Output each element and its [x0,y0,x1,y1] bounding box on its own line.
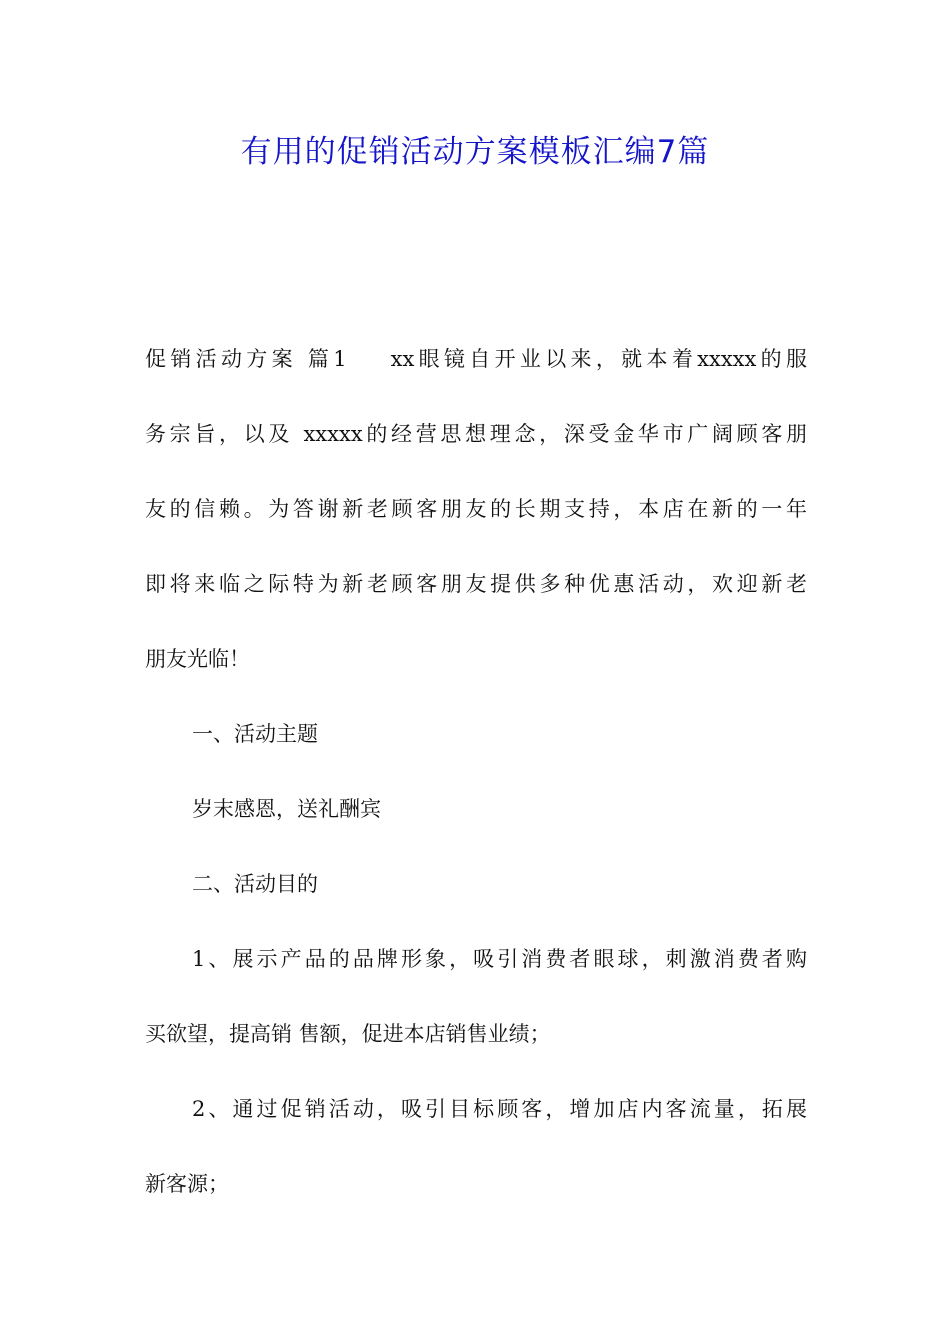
section-heading: 二、活动目的 [192,872,318,896]
paragraph-line: 买欲望，提高销 售额，促进本店销售业绩； [145,1022,551,1046]
paragraph-line: 新客源； [145,1172,229,1196]
section-label: 促销活动方案 篇1 [145,347,347,371]
paragraph-line: 友的信赖。为答谢新老顾客朋友的长期支持，本店在新的一年 [145,497,807,521]
section-heading: 一、活动主题 [192,722,318,746]
paragraph-line: 2、通过促销活动，吸引目标顾客，增加店内客流量，拓展 [192,1097,807,1121]
paragraph-line: 务宗旨，以及 xxxxx的经营思想理念，深受金华市广阔顾客朋 [145,422,807,446]
paragraph-line: 即将来临之际特为新老顾客朋友提供多种优惠活动，欢迎新老 [145,572,807,596]
paragraph-line [145,322,807,397]
paragraph-text: xx眼镜自开业以来，就本着xxxxx的服 [390,347,807,371]
document-body [145,322,807,1222]
paragraph-line: 朋友光临！ [145,647,250,671]
document-title: 有用的促销活动方案模板汇编7篇 [240,134,710,170]
paragraph-line: 1、展示产品的品牌形象，吸引消费者眼球，刺激消费者购 [192,947,807,971]
paragraph-line: 岁末感恩，送礼酬宾 [192,797,381,821]
